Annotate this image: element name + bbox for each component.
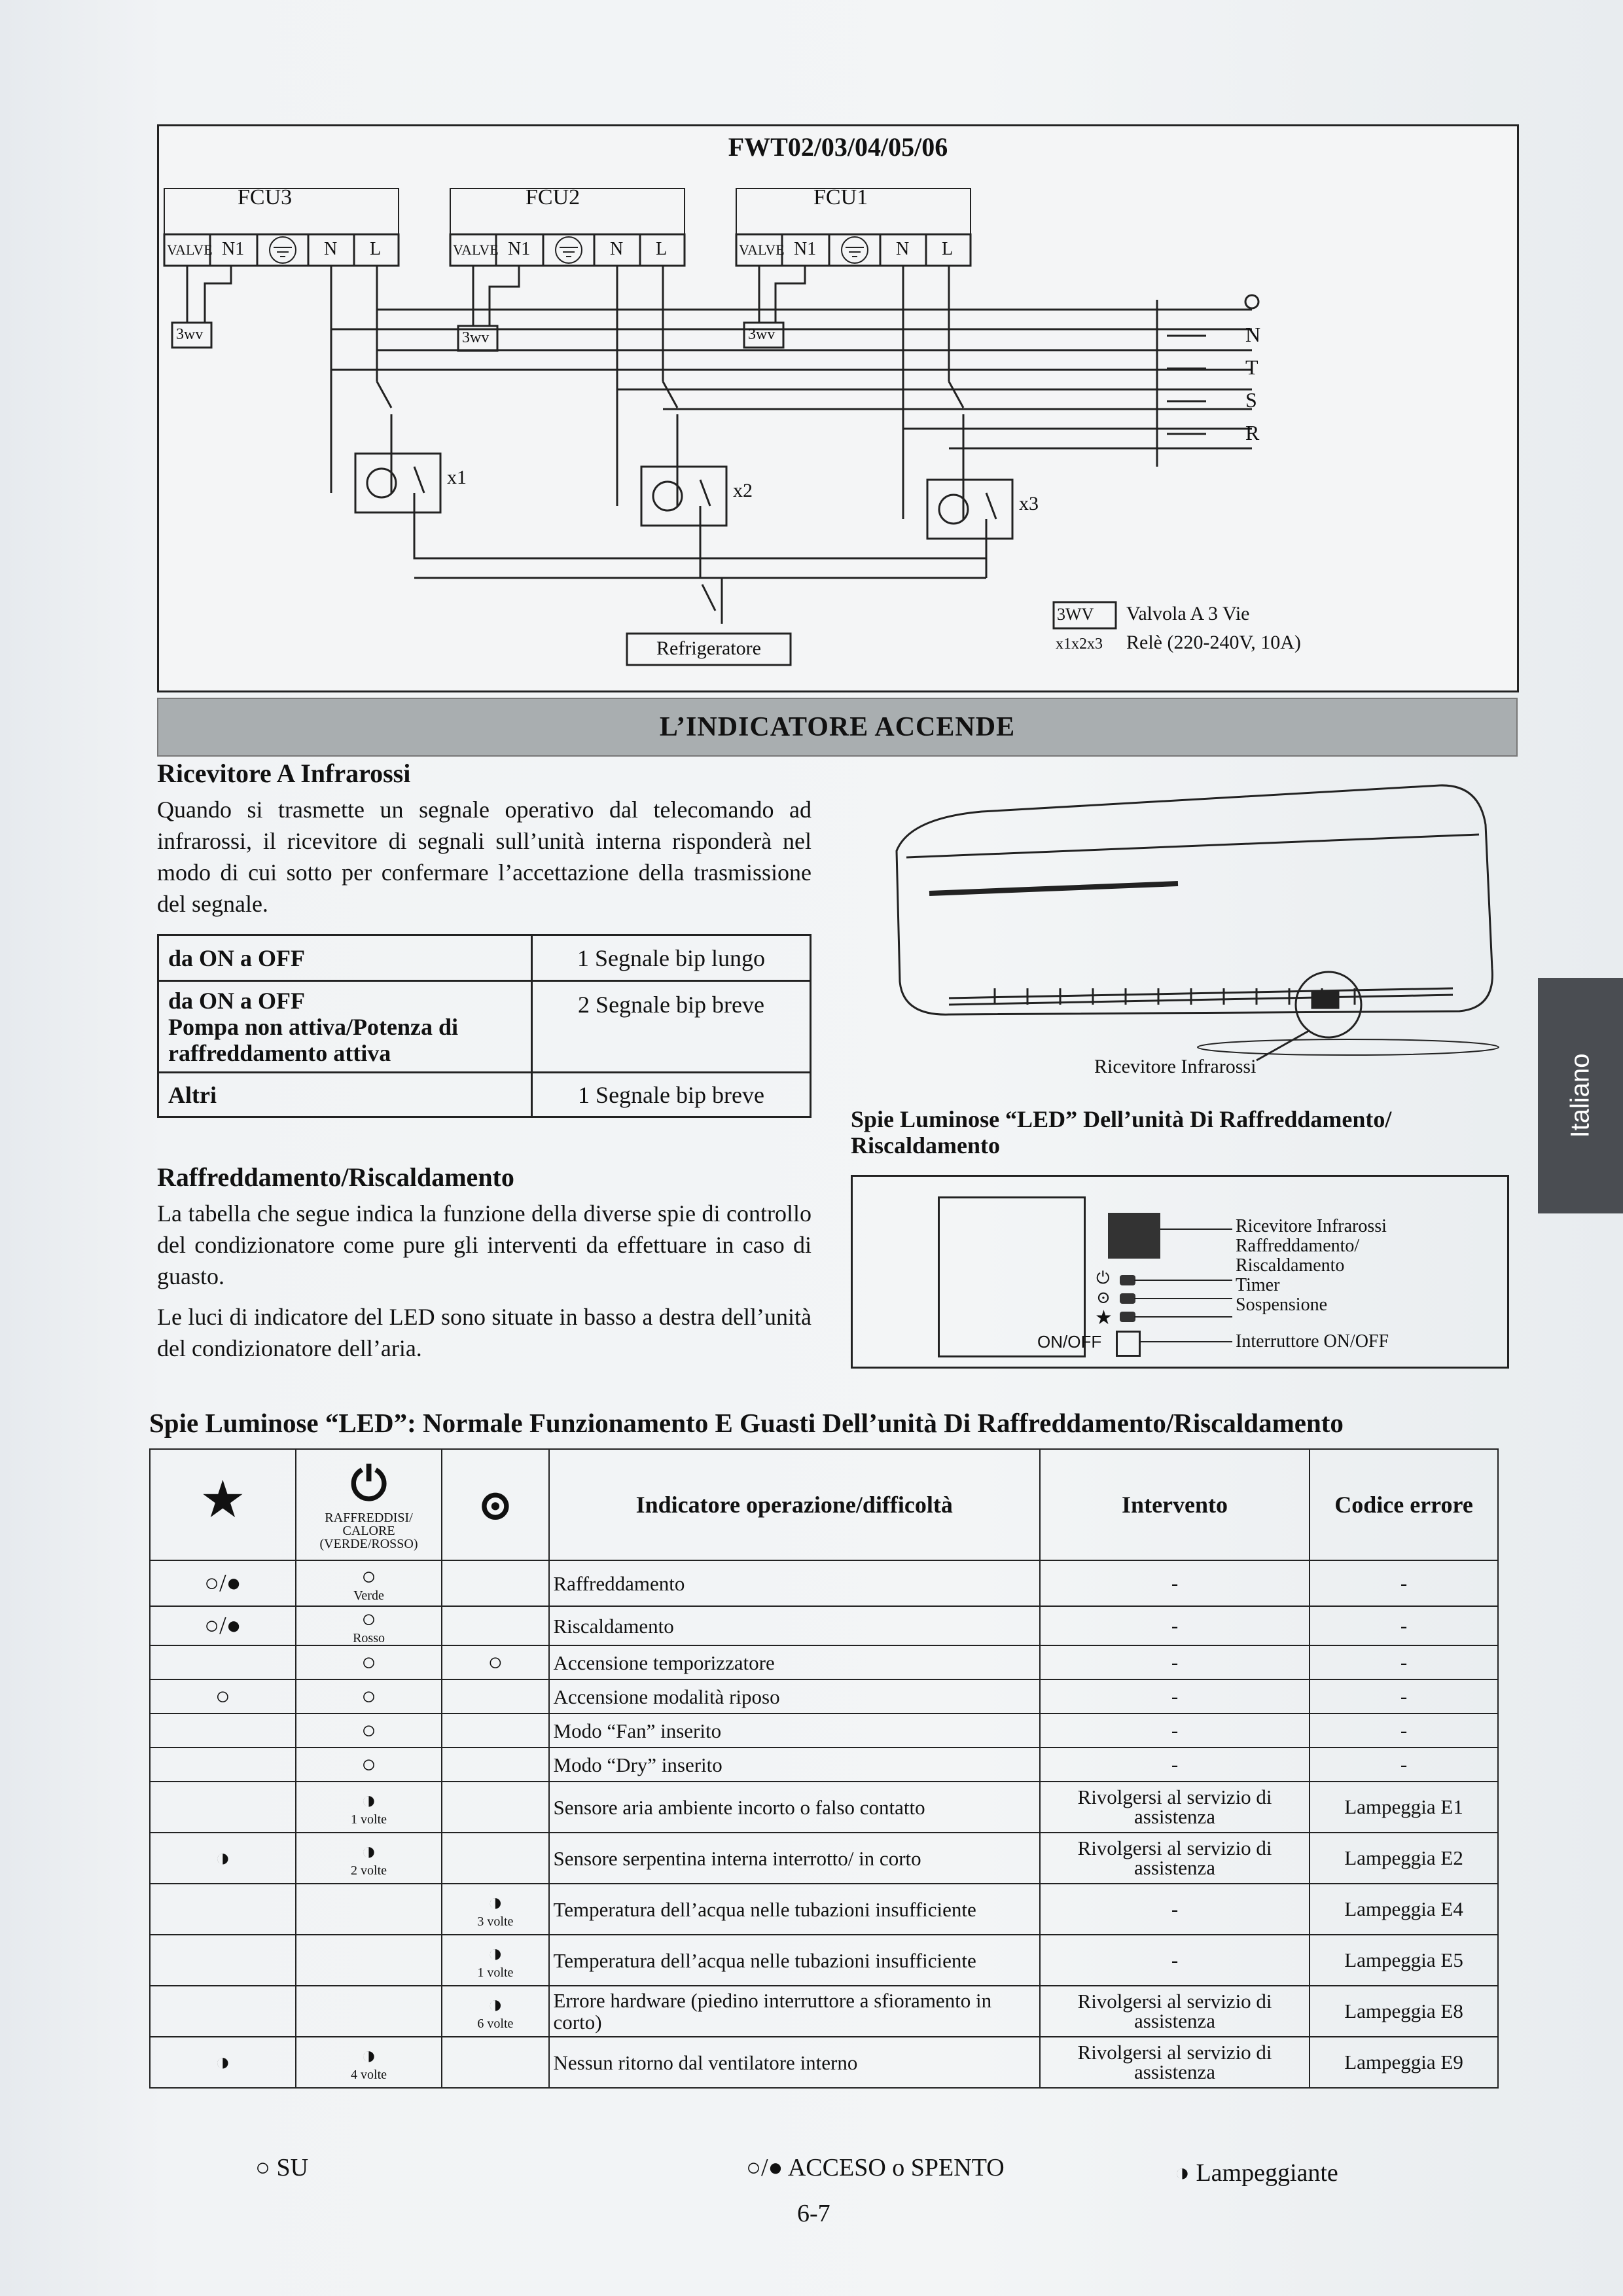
table-row [150, 1748, 1498, 1782]
power-note: 1 volte [351, 1812, 387, 1827]
status-desc: Riscaldamento [549, 1606, 1041, 1645]
timer-cell [442, 1884, 548, 1935]
fcu2-label: FCU2 [526, 185, 580, 209]
power-indicator: ○ [361, 1717, 376, 1744]
power-note: 2 volte [351, 1863, 387, 1878]
star-indicator: ○ [215, 1682, 230, 1710]
led-cooling [1120, 1275, 1135, 1285]
star-cell [150, 1782, 296, 1833]
power-cell [296, 1782, 442, 1833]
section-title: L’INDICATORE ACCENDE [659, 712, 1016, 742]
status-action: - [1040, 1679, 1310, 1713]
cooling-title: Raffreddamento/Riscaldamento [157, 1162, 514, 1192]
status-action: - [1040, 1713, 1310, 1748]
table-row [158, 935, 811, 981]
power-cell [296, 2037, 442, 2088]
legend-lamp: ◑ Lampeggiante [1175, 2159, 1338, 2187]
table-row [150, 1606, 1498, 1645]
terminal-valve-2: VALVE [453, 242, 499, 258]
terminal-n-2: N [610, 239, 624, 259]
col-action: Intervento [1040, 1449, 1310, 1560]
status-table-title: Spie Luminose “LED”: Normale Funzionamento E Guasti Dell’unità Di Raffreddamento/Riscaldamento [149, 1408, 1344, 1438]
unit-ir-label: Ricevitore Infrarossi [1094, 1056, 1257, 1077]
power-cell [296, 1833, 442, 1884]
status-code: - [1310, 1679, 1498, 1713]
wiring-drawing [159, 126, 1517, 691]
table-row [150, 1884, 1498, 1935]
cooling-text-1: La tabella che segue indica la funzione della diverse spie di controllo del condizionatore come pure gli interventi da effettuare in caso di guasto. [157, 1200, 812, 1289]
led-section [851, 1106, 1512, 1158]
star-cell [150, 2037, 296, 2088]
timer-cell [442, 1679, 548, 1713]
legend-relay-text: Relè (220-240V, 10A) [1126, 632, 1301, 653]
status-action: Rivolgersi al servizio di assistenza [1040, 1833, 1310, 1884]
timer-indicator: ◑ [488, 1940, 503, 1967]
wiring-title: FWT02/03/04/05/06 [728, 132, 948, 162]
col-timer [442, 1449, 548, 1560]
status-desc: Accensione temporizzatore [549, 1645, 1041, 1679]
valve-3wv-1: 3wv [176, 326, 204, 343]
terminal-valve: VALVE [167, 242, 213, 258]
power-indicator: ○ [361, 1605, 376, 1633]
legend-acceso: ○/● ACCESO o SPENTO [746, 2154, 1005, 2181]
timer-cell [442, 1560, 548, 1606]
power-icon: ⏻ [350, 1460, 387, 1510]
terminal-n1: N1 [222, 239, 245, 259]
wiring-diagram [157, 124, 1519, 692]
timer-indicator: ◑ [488, 1889, 503, 1916]
power-cell [296, 1606, 442, 1645]
star-cell [150, 1679, 296, 1713]
timer-cell [442, 1645, 548, 1679]
ir-condition-cell [158, 981, 532, 1073]
fcu3-label: FCU3 [238, 185, 293, 209]
status-action: - [1040, 1606, 1310, 1645]
timer-cell [442, 1606, 548, 1645]
power-cell [296, 1713, 442, 1748]
status-desc: Accensione modalità riposo [549, 1679, 1041, 1713]
power-note: Rosso [353, 1631, 385, 1645]
valve-3wv-3: 3wv [748, 326, 776, 343]
table-header-row [150, 1449, 1498, 1560]
power-col-label: RAFFREDDISI/ CALORE (VERDE/ROSSO) [319, 1511, 418, 1551]
cooling-section [157, 1162, 812, 1364]
ir-signal: 1 Segnale bip lungo [532, 935, 811, 981]
power-cell [296, 1986, 442, 2037]
status-desc: Modo “Fan” inserito [549, 1713, 1041, 1748]
table-row [150, 1986, 1498, 2037]
ir-signal: 2 Segnale bip breve [532, 981, 811, 1073]
section-title-bar [157, 698, 1518, 757]
led-sleep [1120, 1312, 1135, 1322]
ir-table [157, 934, 812, 1118]
status-code: - [1310, 1560, 1498, 1606]
star-cell [150, 1884, 296, 1935]
power-indicator: ○ [361, 1683, 376, 1710]
table-row [158, 981, 811, 1073]
status-code: Lampeggia E1 [1310, 1782, 1498, 1833]
star-cell [150, 1713, 296, 1748]
timer-cell [442, 1833, 548, 1884]
fcu1-label: FCU1 [813, 185, 868, 209]
star-cell [150, 1560, 296, 1606]
led-label-risc: Riscaldamento [1236, 1255, 1345, 1276]
status-code: Lampeggia E5 [1310, 1935, 1498, 1986]
status-code: - [1310, 1713, 1498, 1748]
star-cell [150, 1935, 296, 1986]
terminal-l-3: L [942, 239, 954, 259]
terminal-l-2: L [656, 239, 668, 259]
terminal-n1-2: N1 [508, 239, 531, 259]
timer-note: 1 volte [477, 1965, 514, 1980]
star-icon: ★ [202, 1475, 243, 1526]
power-icon: ⏻ [1096, 1268, 1110, 1287]
cooling-text-2: Le luci di indicatore del LED sono situate in basso a destra dell’unità del condizionatore dell’aria. [157, 1304, 812, 1361]
legend-3wv-text: Valvola A 3 Vie [1126, 603, 1250, 624]
phase-t: T [1245, 355, 1258, 379]
page-number: 6-7 [797, 2200, 830, 2227]
status-desc: Sensore serpentina interna interrotto/ in corto [549, 1833, 1041, 1884]
power-indicator: ◑ [361, 2042, 376, 2070]
language-tab [1538, 978, 1623, 1213]
ir-condition: da ON a OFF [168, 987, 306, 1014]
status-desc: Errore hardware (piedino interruttore a sfioramento in corto) [549, 1986, 1041, 2037]
table-row [150, 1560, 1498, 1606]
led-title: Spie Luminose “LED” Dell’unità Di Raffreddamento/ Riscaldamento [851, 1106, 1392, 1158]
timer-indicator: ◑ [488, 1991, 503, 2018]
status-action: - [1040, 1884, 1310, 1935]
status-code: Lampeggia E4 [1310, 1884, 1498, 1935]
phase-r: R [1245, 421, 1260, 444]
table-row [150, 1679, 1498, 1713]
ir-condition: Altri [158, 1073, 532, 1117]
led-label-onoff: Interruttore ON/OFF [1236, 1331, 1389, 1352]
status-code: Lampeggia E2 [1310, 1833, 1498, 1884]
timer-note: 3 volte [477, 1914, 514, 1929]
clock-icon: ⊙ [1096, 1288, 1111, 1307]
timer-cell [442, 2037, 548, 2088]
power-indicator: ◑ [361, 1838, 376, 1865]
status-action: - [1040, 1935, 1310, 1986]
terminal-valve-3: VALVE [739, 242, 785, 258]
col-star [150, 1449, 296, 1560]
ir-title: Ricevitore A Infrarossi [157, 759, 411, 788]
power-cell [296, 1645, 442, 1679]
star-cell [150, 1748, 296, 1782]
led-label-timer: Timer [1236, 1275, 1280, 1295]
star-cell [150, 1606, 296, 1645]
led-label-ir: Ricevitore Infrarossi [1236, 1216, 1387, 1236]
table-row [150, 1833, 1498, 1884]
timer-cell [442, 1986, 548, 2037]
legend-3wv-box: 3WV [1057, 605, 1094, 624]
phase-n: N [1245, 323, 1261, 346]
refrigeratore-label: Refrigeratore [656, 637, 761, 659]
status-desc: Nessun ritorno dal ventilatore interno [549, 2037, 1041, 2088]
ir-section [157, 758, 812, 1118]
status-desc: Temperatura dell’acqua nelle tubazioni insufficiente [549, 1935, 1041, 1986]
timer-cell [442, 1713, 548, 1748]
onoff-label: ON/OFF [1037, 1332, 1102, 1352]
ir-condition-detail: Pompa non attiva/Potenza di raffreddamento attiva [168, 1013, 459, 1066]
power-note: Verde [353, 1588, 384, 1603]
power-cell [296, 1560, 442, 1606]
power-indicator: ◑ [361, 1787, 376, 1814]
status-table [149, 1448, 1499, 2089]
led-label-sosp: Sospensione [1236, 1295, 1327, 1315]
terminal-n: N [324, 239, 338, 259]
led-timer [1120, 1293, 1135, 1304]
led-leader-lines [1134, 1216, 1232, 1360]
relay-x2: x2 [733, 480, 753, 501]
table-row [150, 2037, 1498, 2088]
power-indicator: ○ [361, 1751, 376, 1778]
status-action: - [1040, 1560, 1310, 1606]
timer-indicator: ○ [488, 1649, 503, 1676]
status-code: - [1310, 1606, 1498, 1645]
status-action: Rivolgersi al servizio di assistenza [1040, 2037, 1310, 2088]
relay-x1: x1 [447, 467, 467, 488]
legend-su: ○ SU [255, 2154, 309, 2181]
table-row [150, 1645, 1498, 1679]
col-desc: Indicatore operazione/difficoltà [549, 1449, 1041, 1560]
indoor-unit-drawing [851, 772, 1518, 1100]
status-code: Lampeggia E8 [1310, 1986, 1498, 2037]
status-action: Rivolgersi al servizio di assistenza [1040, 1782, 1310, 1833]
star-cell [150, 1986, 296, 2037]
ir-text: Quando si trasmette un segnale operativo dal telecomando ad infrarossi, il ricevitore di segnali sull’unità interna risponderà nel modo di cui sotto per confermare l’accettazione della trasmissione del segnale. [157, 797, 812, 917]
status-desc: Sensore aria ambiente incorto o falso contatto [549, 1782, 1041, 1833]
led-panel-figure [851, 1175, 1509, 1369]
star-cell [150, 1645, 296, 1679]
phase-s: S [1245, 388, 1257, 412]
star-icon: ★ [1095, 1307, 1113, 1329]
timer-note: 6 volte [477, 2017, 514, 2031]
table-row [150, 1713, 1498, 1748]
terminal-n1-3: N1 [794, 239, 817, 259]
ir-signal: 1 Segnale bip breve [532, 1073, 811, 1117]
led-label-raff: Raffreddamento/ [1236, 1236, 1360, 1256]
legend-relay-box: x1x2x3 [1056, 636, 1103, 653]
terminal-l: L [370, 239, 382, 259]
power-cell [296, 1679, 442, 1713]
table-row [150, 1782, 1498, 1833]
status-code: - [1310, 1748, 1498, 1782]
power-cell [296, 1935, 442, 1986]
star-indicator: ○/● [204, 1569, 241, 1597]
star-indicator: ◑ [215, 1844, 230, 1872]
status-desc: Modo “Dry” inserito [549, 1748, 1041, 1782]
power-cell [296, 1748, 442, 1782]
timer-cell [442, 1782, 548, 1833]
star-cell [150, 1833, 296, 1884]
col-power [296, 1449, 442, 1560]
power-cell [296, 1884, 442, 1935]
power-note: 4 volte [351, 2068, 387, 2082]
timer-cell [442, 1935, 548, 1986]
status-code: Lampeggia E9 [1310, 2037, 1498, 2088]
timer-cell [442, 1748, 548, 1782]
power-indicator: ○ [361, 1563, 376, 1590]
table-row [150, 1935, 1498, 1986]
terminal-n-3: N [896, 239, 910, 259]
indoor-unit-illustration [851, 772, 1518, 1100]
power-indicator: ○ [361, 1649, 376, 1676]
col-code: Codice errore [1310, 1449, 1498, 1560]
relay-x3: x3 [1019, 493, 1039, 514]
table-row [158, 1073, 811, 1117]
status-desc: Raffreddamento [549, 1560, 1041, 1606]
status-action: Rivolgersi al servizio di assistenza [1040, 1986, 1310, 2037]
language-tab-label: Italiano [1565, 1053, 1595, 1138]
ir-condition: da ON a OFF [158, 935, 532, 981]
status-action: - [1040, 1645, 1310, 1679]
star-indicator: ○/● [204, 1611, 241, 1640]
valve-3wv-2: 3wv [462, 329, 490, 346]
star-indicator: ◑ [215, 2048, 230, 2076]
clock-icon: ⊙ [477, 1481, 514, 1530]
status-desc: Temperatura dell’acqua nelle tubazioni insufficiente [549, 1884, 1041, 1935]
status-code: - [1310, 1645, 1498, 1679]
status-action: - [1040, 1748, 1310, 1782]
